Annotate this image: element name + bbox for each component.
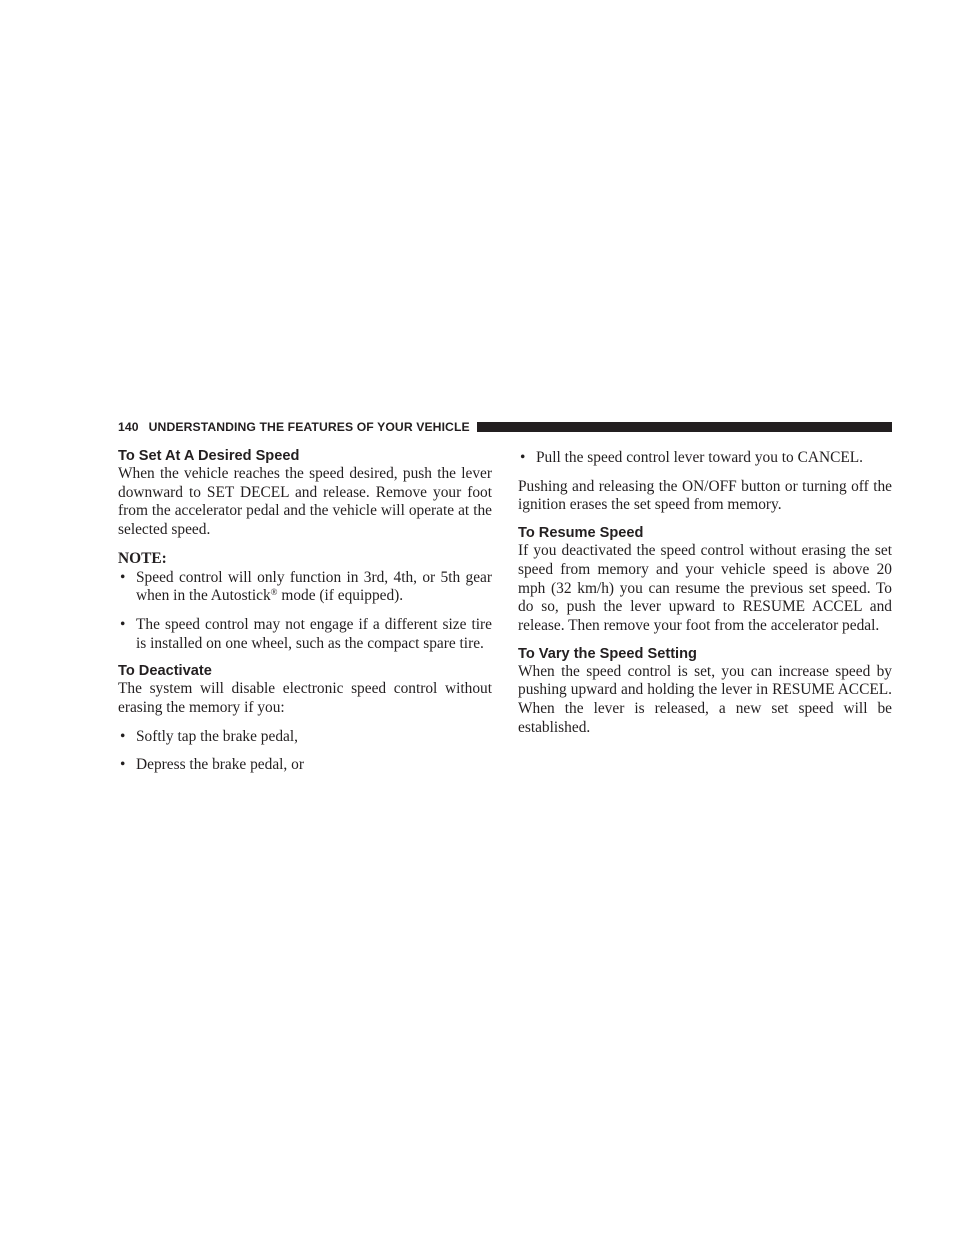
vary-speed-body: When the speed control is set, you can increase speed by pushing upward and holding the lever in RESUME ACCEL. When the lever is released, a new set speed will be established. [518,662,892,736]
onoff-body: Pushing and releasing the ON/OFF button or turning off the ignition erases the set speed from memory. [518,477,892,514]
set-speed-body: When the vehicle reaches the speed desired, push the lever downward to SET DECEL and release. Remove your foot from the accelerator pedal and the vehicle will operate at the selected speed. [118,465,492,539]
deactivate-body: The system will disable electronic speed control without erasing the memory if you: [118,680,492,717]
list-item [518,449,892,468]
left-column [118,447,492,775]
resume-speed-body: If you deactivated the speed control without erasing the set speed from memory and your vehicle speed is above 20 mph (32 km/h) you can resume the previous set speed. To do so, push the lever upward to RESUME ACCEL and release. Then remove your foot from the accelerator pedal. [518,542,892,634]
resume-speed-heading: To Resume Speed [518,525,644,542]
deactivate-heading: To Deactivate [118,663,212,680]
list-item [118,616,492,653]
note-bullet-2-text: The speed control may not engage if a different size tire is installed on one wheel, such as the compact spare tire. [136,615,492,652]
note-bullet-1-text: Speed control will only function in 3rd, 4th, or 5th gear when in the Autostick [136,568,492,605]
deactivate-bullet-2-text: Depress the brake pedal, or [136,756,304,774]
right-column [518,447,892,737]
deactivate-bullet-1-text: Softly tap the brake pedal, [136,727,298,745]
header-title: UNDERSTANDING THE FEATURES OF YOUR VEHICLE [148,420,470,434]
bullet-glyph: • [120,615,126,633]
bullet-glyph: • [520,449,526,466]
list-item [118,728,492,747]
list-item [118,756,492,775]
page-header [118,419,892,435]
list-item [118,569,492,606]
cancel-bullet-text: Pull the speed control lever toward you to CANCEL. [536,449,863,466]
bullet-glyph: • [120,568,126,586]
set-speed-heading: To Set At A Desired Speed [118,448,300,464]
registered-mark: ® [270,587,278,598]
note-bullet-1-tail: mode (if equipped). [277,587,404,605]
page-number: 140 [118,420,139,434]
note-label: NOTE: [118,549,167,567]
vary-speed-heading: To Vary the Speed Setting [518,645,697,662]
bullet-glyph: • [120,727,126,745]
header-rule [477,422,892,432]
bullet-glyph: • [120,756,126,774]
